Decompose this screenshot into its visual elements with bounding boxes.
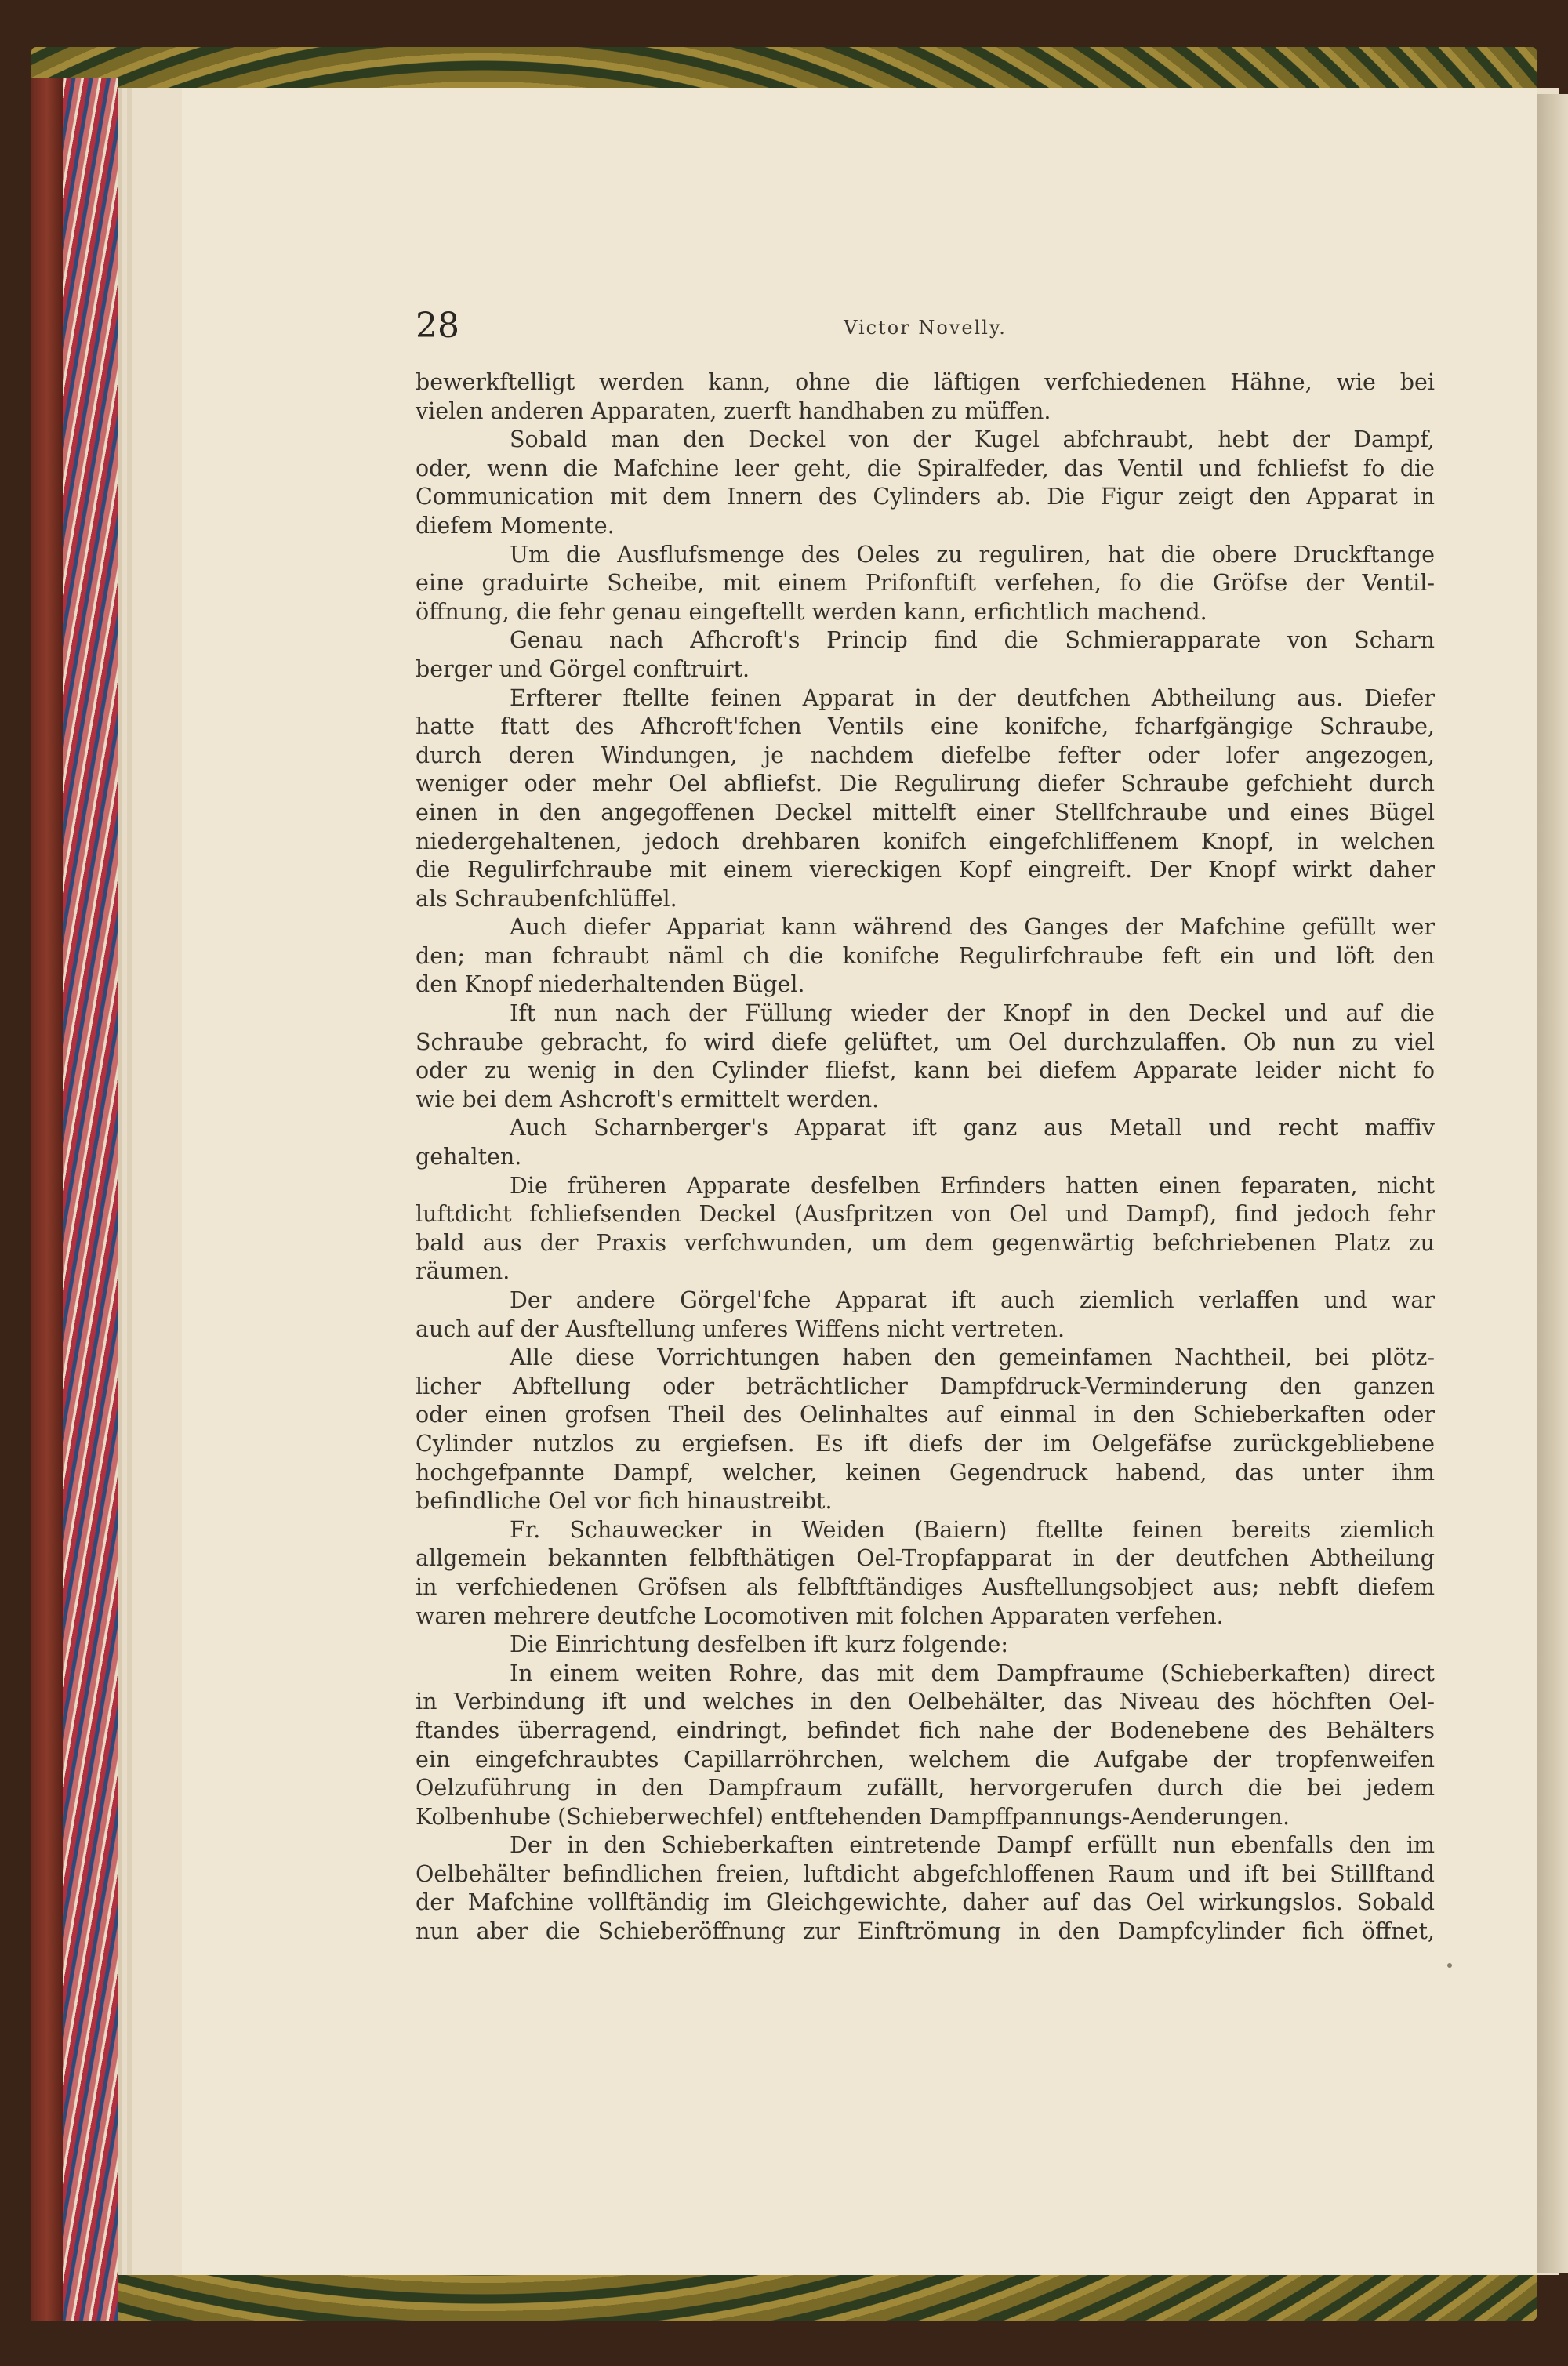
- text-line: In einem weiten Rohre, das mit dem Dampfraume (Schieberkaften) direct: [510, 1660, 1435, 1686]
- text-line: Auch diefer Appariat kann während des Ganges der Mafchine gefüllt wer: [510, 914, 1435, 941]
- text-line: Schraube gebracht, fo wird diefe gelüftet, um Oel durchzulaffen. Ob nun zu viel: [416, 1029, 1435, 1055]
- text-line: diefem Momente.: [416, 512, 615, 539]
- text-line: Die früheren Apparate desfelben Erfinders hatten einen feparaten, nicht: [510, 1172, 1435, 1199]
- text-line: auch auf der Ausftellung unferes Wiffens nicht vertreten.: [416, 1315, 1065, 1342]
- text-line: die Regulirfchraube mit einem viereckigen Kopf eingreift. Der Knopf wirkt daher: [416, 857, 1435, 884]
- text-line: oder einen grofsen Theil des Oelinhaltes auf einmal in den Schieberkaften oder: [416, 1402, 1435, 1428]
- text-line: hochgefpannte Dampf, welcher, keinen Gegendruck habend, das unter ihm: [416, 1459, 1435, 1486]
- text-line: oder, wenn die Mafchine leer geht, die Spiralfeder, das Ventil und fchliefst fo die: [416, 455, 1435, 481]
- text-line: Die Einrichtung desfelben ift kurz folgende:: [510, 1631, 1008, 1658]
- text-line: räumen.: [416, 1258, 510, 1285]
- text-line: Cylinder nutzlos zu ergiefsen. Es ift diefs der im Oelgefäfse zurückgebliebene: [416, 1430, 1435, 1457]
- text-line: hatte ftatt des Afhcroft'fchen Ventils eine konifche, fcharfgängige Schraube,: [416, 713, 1435, 740]
- text-line: gehalten.: [416, 1144, 522, 1170]
- text-line: wie bei dem Ashcroft's ermittelt werden.: [416, 1086, 880, 1112]
- text-line: niedergehaltenen, jedoch drehbaren konifch eingefchliffenem Knopf, in welchen: [416, 828, 1435, 855]
- text-line: Ift nun nach der Füllung wieder der Knopf in den Deckel und auf die: [510, 1000, 1435, 1027]
- text-line: Der in den Schieberkaften eintretende Dampf erfüllt nun ebenfalls den im: [510, 1832, 1435, 1859]
- text-line: bewerkftelligt werden kann, ohne die läftigen verfchiedenen Hähne, wie bei: [416, 369, 1435, 395]
- text-line: luftdicht fchliefsenden Deckel (Ausfpritzen von Oel und Dampf), find jedoch fehr: [416, 1201, 1435, 1228]
- text-line: Oelbehälter befindlichen freien, luftdicht abgefchloffenen Raum und ift bei Stillftand: [416, 1860, 1435, 1887]
- text-line: nun aber die Schieberöffnung zur Einftrömung in den Dampfcylinder fich öffnet,: [416, 1918, 1435, 1945]
- text-line: Alle diese Vorrichtungen haben den gemeinfamen Nachtheil, bei plötz-: [510, 1344, 1435, 1371]
- text-line: den Knopf niederhaltenden Bügel.: [416, 971, 805, 998]
- running-head: Victor Novelly.: [844, 317, 1007, 339]
- text-line: öffnung, die fehr genau eingeftellt werden kann, erfichtlich machend.: [416, 598, 1207, 625]
- text-line: vielen anderen Apparaten, zuerft handhaben zu müffen.: [416, 397, 1051, 424]
- text-line: ftandes überragend, eindringt, befindet fich nahe der Bodenebene des Behälters: [416, 1717, 1435, 1744]
- text-line: waren mehrere deutfche Locomotiven mit folchen Apparaten verfehen.: [416, 1602, 1224, 1629]
- text-line: eine graduirte Scheibe, mit einem Prifonftift verfehen, fo die Gröfse der Ventil-: [416, 570, 1435, 597]
- text-line: bald aus der Praxis verfchwunden, um dem gegenwärtig befchriebenen Platz zu: [416, 1229, 1435, 1256]
- text-line: in verfchiedenen Gröfsen als felbftftändiges Ausftellungsobject aus; nebft diefem: [416, 1573, 1435, 1600]
- text-line: einen in den angegoffenen Deckel mittelft einer Stellfchraube und eines Bügel: [416, 799, 1435, 826]
- text-line: oder zu wenig in den Cylinder fliefst, kann bei diefem Apparate leider nicht fo: [416, 1058, 1435, 1084]
- text-line: allgemein bekannten felbfthätigen Oel-Tropfapparat in der deutfchen Abtheilung: [416, 1545, 1435, 1572]
- body-text: [416, 368, 1435, 1947]
- text-line: licher Abftellung oder beträchtlicher Dampfdruck-Verminderung den ganzen: [416, 1373, 1435, 1399]
- text-line: Genau nach Afhcroft's Princip find die Schmierapparate von Scharn: [510, 627, 1435, 654]
- text-line: der Mafchine vollftändig im Gleichgewichte, daher auf das Oel wirkungslos. Sobald: [416, 1889, 1435, 1916]
- text-line: Sobald man den Deckel von der Kugel abfchraubt, hebt der Dampf,: [510, 426, 1435, 453]
- page-header: [416, 306, 1435, 353]
- text-line: ein eingefchraubtes Capillarröhrchen, welchem die Aufgabe der tropfenweifen: [416, 1746, 1435, 1773]
- text-line: Kolbenhube (Schieberwechfel) entftehenden Dampffpannungs-Aenderungen.: [416, 1803, 1290, 1830]
- page-number: 28: [416, 306, 459, 346]
- facing-page-edge: [1537, 94, 1568, 2273]
- ink-speck: [1447, 1963, 1452, 1968]
- text-line: den; man fchraubt näml ch die konifche Regulirfchraube feft ein und löft den: [416, 942, 1435, 969]
- text-line: Fr. Schauwecker in Weiden (Baiern) ftellte feinen bereits ziemlich: [510, 1516, 1435, 1543]
- text-line: Um die Ausflufsmenge des Oeles zu reguliren, hat die obere Druckftange: [510, 541, 1435, 568]
- text-line: weniger oder mehr Oel abfliefst. Die Regulirung diefer Schraube gefchieht durch: [416, 771, 1435, 797]
- text-line: durch deren Windungen, je nachdem diefelbe fefter oder lofer angezogen,: [416, 742, 1435, 768]
- leather-edge: [31, 78, 63, 2321]
- text-line: berger und Görgel conftruirt.: [416, 655, 750, 682]
- text-line: in Verbindung ift und welches in den Oelbehälter, das Niveau des höchften Oel-: [416, 1689, 1435, 1715]
- text-line: Erfterer ftellte feinen Apparat in der deutfchen Abtheilung aus. Diefer: [510, 684, 1435, 711]
- text-line: als Schraubenfchlüffel.: [416, 885, 677, 912]
- text-line: Oelzuführung in den Dampfraum zufällt, hervorgerufen durch die bei jedem: [416, 1775, 1435, 1802]
- text-line: Communication mit dem Innern des Cylinders ab. Die Figur zeigt den Apparat in: [416, 484, 1435, 510]
- text-line: Der andere Görgel'fche Apparat ift auch ziemlich verlaffen und war: [510, 1287, 1435, 1313]
- text-line: Auch Scharnberger's Apparat ift ganz aus Metall und recht maffiv: [510, 1115, 1435, 1141]
- text-line: befindliche Oel vor fich hinaustreibt.: [416, 1488, 833, 1515]
